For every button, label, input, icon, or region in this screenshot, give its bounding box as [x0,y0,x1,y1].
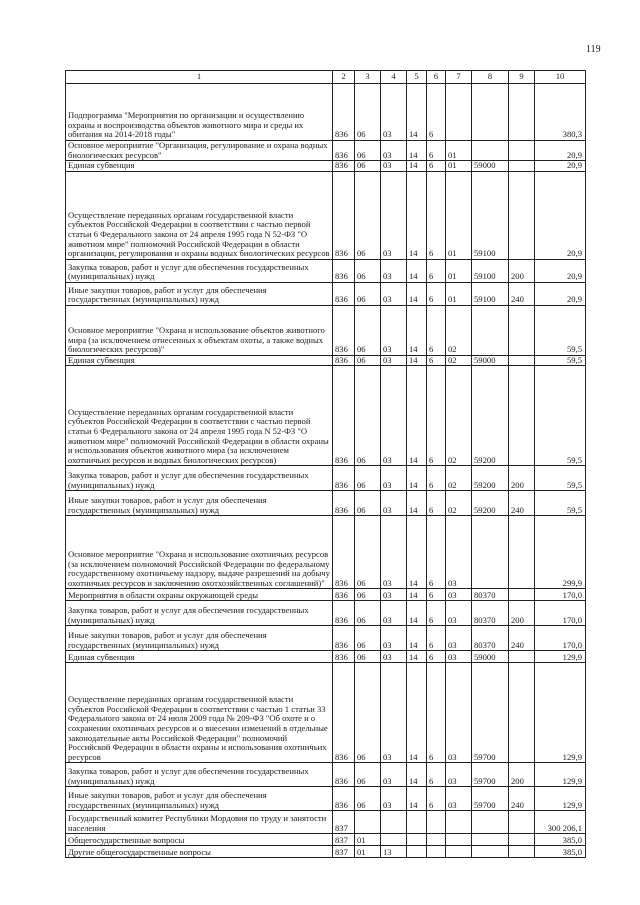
column-header: 9 [509,71,535,84]
section-code: 06 [355,787,381,811]
program-code: 14 [407,282,427,305]
subsection-code: 03 [381,141,407,161]
column-header: 7 [446,71,472,84]
row-name: Закупка товаров, работ и услуг для обеспечения государственных (муниципальных) нужд [66,763,333,787]
expense-type-code [509,834,535,846]
program-code: 14 [407,171,427,259]
subsection-code: 03 [381,282,407,305]
row-name: Основное мероприятие "Охрана и использование объектов животного мира (за исключением отнесенных к объектам охоты, а также водных биологических ресурсов)" [66,305,333,355]
amount: 300 206,1 [535,811,586,834]
amount: 170,0 [535,601,586,626]
program-code: 14 [407,763,427,787]
event-code: 03 [446,626,472,651]
event-code [446,811,472,834]
event-code: 02 [446,355,472,366]
program-code: 14 [407,366,427,466]
table-row [66,141,586,161]
event-code: 02 [446,466,472,491]
table-row [66,601,586,626]
program-code: 14 [407,161,427,172]
table-row [66,259,586,282]
row-name: Основное мероприятие "Охрана и использование охотничьих ресурсов (за исключением полномочий Российской Федерации по федеральному государственному охотничьему надзору, выдаче разрешений на добычу охотничьих ресурсов и заключению охотхозяйственных соглашений)" [66,516,333,589]
expense-type-code: 200 [509,763,535,787]
section-code: 06 [355,84,381,141]
amount: 20,9 [535,282,586,305]
amount: 129,9 [535,787,586,811]
table-row [66,355,586,366]
direction-code: 59100 [472,171,509,259]
row-name: Осуществление переданных органам государственной власти субъектов Российской Федерации в соответствии с частью первой статьи 6 Федерального закона от 24 апреля 1995 года N 52-ФЗ "О животном мире" полномочий Российской Федерации в области охраны и использования объектов животного мира (за исключением охотничьих ресурсов и водных биологических ресурсов) [66,366,333,466]
subprogram-code: 6 [427,763,446,787]
section-code: 01 [355,846,381,858]
dept-code: 836 [333,589,355,601]
event-code: 02 [446,491,472,516]
table-row [66,763,586,787]
program-code [407,846,427,858]
expense-type-code: 240 [509,282,535,305]
table-row [66,366,586,466]
row-name: Иные закупки товаров, работ и услуг для обеспечения государственных (муниципальных) нужд [66,787,333,811]
subsection-code [381,834,407,846]
subsection-code: 03 [381,763,407,787]
expense-type-code: 240 [509,626,535,651]
column-header: 8 [472,71,509,84]
dept-code: 836 [333,84,355,141]
direction-code: 59200 [472,366,509,466]
subsection-code: 03 [381,626,407,651]
amount: 20,9 [535,141,586,161]
section-code: 06 [355,305,381,355]
amount: 59,5 [535,366,586,466]
budget-table [65,70,586,858]
section-code: 06 [355,763,381,787]
dept-code: 836 [333,171,355,259]
event-code: 01 [446,171,472,259]
amount: 59,5 [535,466,586,491]
amount: 170,0 [535,589,586,601]
table-row [66,305,586,355]
row-name: Осуществление переданных органам государственной власти субъектов Российской Федерации в соответствии с частью 1 статьи 33 Федерального закона от 24 июля 2009 года № 209-ФЗ "Об охоте и о сохранении охотничьих ресурсов и о внесении изменений в отдельные законодательные акты Российской Федерации" полномочий Российской Федерации в области охраны и использования охотничьих ресурсов [66,663,333,763]
expense-type-code [509,811,535,834]
table-row [66,171,586,259]
expense-type-code: 200 [509,259,535,282]
row-name: Иные закупки товаров, работ и услуг для обеспечения государственных (муниципальных) нужд [66,282,333,305]
section-code: 06 [355,601,381,626]
column-header: 10 [535,71,586,84]
table-row [66,491,586,516]
section-code: 06 [355,626,381,651]
section-code: 06 [355,282,381,305]
event-code [446,834,472,846]
section-code: 06 [355,516,381,589]
subprogram-code: 6 [427,491,446,516]
event-code: 03 [446,516,472,589]
expense-type-code [509,516,535,589]
event-code: 03 [446,651,472,663]
subprogram-code: 6 [427,161,446,172]
subprogram-code: 6 [427,626,446,651]
expense-type-code [509,161,535,172]
event-code: 01 [446,282,472,305]
dept-code: 836 [333,601,355,626]
direction-code: 80370 [472,601,509,626]
program-code: 14 [407,663,427,763]
dept-code: 836 [333,763,355,787]
direction-code [472,305,509,355]
column-header: 6 [427,71,446,84]
expense-type-code [509,171,535,259]
subprogram-code: 6 [427,305,446,355]
event-code: 03 [446,787,472,811]
row-name: Государственный комитет Республики Мордовия по труду и занятости населения [66,811,333,834]
row-name: Иные закупки товаров, работ и услуг для обеспечения государственных (муниципальных) нужд [66,491,333,516]
subsection-code: 03 [381,601,407,626]
program-code: 14 [407,466,427,491]
amount: 59,5 [535,305,586,355]
subsection-code: 03 [381,516,407,589]
expense-type-code [509,355,535,366]
dept-code: 836 [333,663,355,763]
subsection-code: 03 [381,651,407,663]
column-header: 3 [355,71,381,84]
direction-code [472,811,509,834]
direction-code: 59200 [472,491,509,516]
expense-type-code [509,305,535,355]
dept-code: 836 [333,305,355,355]
subsection-code: 03 [381,355,407,366]
section-code: 06 [355,466,381,491]
amount: 129,9 [535,763,586,787]
event-code: 02 [446,366,472,466]
row-name: Единая субвенция [66,355,333,366]
section-code: 06 [355,355,381,366]
subprogram-code: 6 [427,171,446,259]
subprogram-code: 6 [427,366,446,466]
subsection-code: 03 [381,305,407,355]
amount: 299,9 [535,516,586,589]
direction-code: 59700 [472,763,509,787]
direction-code: 59100 [472,282,509,305]
event-code: 03 [446,763,472,787]
table-row [66,787,586,811]
event-code [446,846,472,858]
table-row [66,663,586,763]
row-name: Общегосударственные вопросы [66,834,333,846]
subsection-code: 03 [381,466,407,491]
section-code: 06 [355,663,381,763]
subsection-code: 03 [381,491,407,516]
subprogram-code: 6 [427,141,446,161]
program-code: 14 [407,589,427,601]
direction-code: 59700 [472,663,509,763]
row-name: Закупка товаров, работ и услуг для обеспечения государственных (муниципальных) нужд [66,601,333,626]
expense-type-code [509,663,535,763]
table-row [66,651,586,663]
program-code: 14 [407,491,427,516]
direction-code: 80370 [472,589,509,601]
table-row [66,846,586,858]
row-name: Закупка товаров, работ и услуг для обеспечения государственных (муниципальных) нужд [66,466,333,491]
event-code: 03 [446,589,472,601]
subprogram-code: 6 [427,466,446,491]
amount: 20,9 [535,171,586,259]
table-row [66,626,586,651]
amount: 59,5 [535,355,586,366]
expense-type-code [509,141,535,161]
expense-type-code [509,651,535,663]
table-row [66,282,586,305]
dept-code: 836 [333,282,355,305]
dept-code: 837 [333,846,355,858]
program-code: 14 [407,626,427,651]
amount: 59,5 [535,491,586,516]
table-row [66,516,586,589]
program-code [407,811,427,834]
amount: 20,9 [535,259,586,282]
direction-code [472,846,509,858]
row-name: Осуществление переданных органам государственной власти субъектов Российской Федерации в соответствии с частью первой статьи 6 Федерального закона от 24 апреля 1995 года N 52-ФЗ "О животном мире" полномочий Российской Федерации в области организации, регулирования и охраны водных биологических ресурсов [66,171,333,259]
subprogram-code: 6 [427,663,446,763]
amount: 129,9 [535,663,586,763]
program-code: 14 [407,259,427,282]
subsection-code: 03 [381,366,407,466]
subsection-code: 03 [381,171,407,259]
subsection-code [381,811,407,834]
amount: 20,9 [535,161,586,172]
expense-type-code [509,84,535,141]
amount: 170,0 [535,626,586,651]
program-code: 14 [407,651,427,663]
row-name: Закупка товаров, работ и услуг для обеспечения государственных (муниципальных) нужд [66,259,333,282]
direction-code [472,834,509,846]
table-row [66,161,586,172]
dept-code: 836 [333,516,355,589]
event-code: 03 [446,663,472,763]
amount: 385,0 [535,834,586,846]
event-code [446,84,472,141]
subprogram-code: 6 [427,282,446,305]
subsection-code: 03 [381,259,407,282]
expense-type-code [509,366,535,466]
dept-code: 836 [333,366,355,466]
expense-type-code [509,846,535,858]
column-header: 5 [407,71,427,84]
program-code [407,834,427,846]
subprogram-code [427,846,446,858]
row-name: Другие общегосударственные вопросы [66,846,333,858]
program-code: 14 [407,601,427,626]
subprogram-code: 6 [427,601,446,626]
program-code: 14 [407,141,427,161]
section-code: 06 [355,589,381,601]
event-code: 03 [446,601,472,626]
expense-type-code: 200 [509,466,535,491]
section-code: 06 [355,366,381,466]
section-code [355,811,381,834]
subsection-code: 03 [381,161,407,172]
direction-code [472,84,509,141]
subprogram-code: 6 [427,651,446,663]
subprogram-code: 6 [427,589,446,601]
subprogram-code [427,834,446,846]
row-name: Единая субвенция [66,651,333,663]
subprogram-code [427,811,446,834]
section-code: 06 [355,651,381,663]
section-code: 06 [355,171,381,259]
subsection-code: 03 [381,589,407,601]
program-code: 14 [407,355,427,366]
event-code: 01 [446,141,472,161]
dept-code: 836 [333,141,355,161]
program-code: 14 [407,84,427,141]
expense-type-code [509,589,535,601]
dept-code: 836 [333,651,355,663]
table-row [66,466,586,491]
amount: 129,9 [535,651,586,663]
row-name: Единая субвенция [66,161,333,172]
program-code: 14 [407,516,427,589]
dept-code: 836 [333,491,355,516]
column-header: 2 [333,71,355,84]
table-row [66,834,586,846]
dept-code: 836 [333,466,355,491]
dept-code: 836 [333,161,355,172]
direction-code: 59700 [472,787,509,811]
table-row [66,811,586,834]
section-code: 06 [355,491,381,516]
dept-code: 837 [333,834,355,846]
row-name: Подпрограмма "Мероприятия по организации и осуществлению охраны и воспроизводства объектов животного мира и среды их обитания на 2014-2018 годы" [66,84,333,141]
row-name: Мероприятия в области охраны окружающей среды [66,589,333,601]
program-code: 14 [407,305,427,355]
subsection-code: 03 [381,84,407,141]
program-code: 14 [407,787,427,811]
expense-type-code: 200 [509,601,535,626]
subprogram-code: 6 [427,787,446,811]
section-code: 01 [355,834,381,846]
direction-code [472,516,509,589]
direction-code: 59100 [472,259,509,282]
dept-code: 836 [333,626,355,651]
expense-type-code: 240 [509,491,535,516]
section-code: 06 [355,259,381,282]
section-code: 06 [355,141,381,161]
event-code: 01 [446,161,472,172]
direction-code: 59000 [472,161,509,172]
direction-code [472,141,509,161]
direction-code: 59200 [472,466,509,491]
subsection-code: 13 [381,846,407,858]
column-header: 1 [66,71,333,84]
subsection-code: 03 [381,663,407,763]
subprogram-code: 6 [427,259,446,282]
subsection-code: 03 [381,787,407,811]
table-body [66,84,586,858]
table-row [66,589,586,601]
section-code: 06 [355,161,381,172]
dept-code: 836 [333,259,355,282]
direction-code: 80370 [472,626,509,651]
subprogram-code: 6 [427,84,446,141]
column-header: 4 [381,71,407,84]
direction-code: 59000 [472,651,509,663]
expense-type-code: 240 [509,787,535,811]
row-name: Основное мероприятие "Организация, регулирование и охрана водных биологических ресурсов" [66,141,333,161]
amount: 380,3 [535,84,586,141]
dept-code: 836 [333,787,355,811]
dept-code: 836 [333,355,355,366]
dept-code: 837 [333,811,355,834]
table-row [66,84,586,141]
direction-code: 59000 [472,355,509,366]
row-name: Иные закупки товаров, работ и услуг для обеспечения государственных (муниципальных) нужд [66,626,333,651]
event-code: 02 [446,305,472,355]
amount: 385,0 [535,846,586,858]
page-number: 119 [586,44,601,55]
header-row [66,71,586,84]
subprogram-code: 6 [427,355,446,366]
subprogram-code: 6 [427,516,446,589]
event-code: 01 [446,259,472,282]
